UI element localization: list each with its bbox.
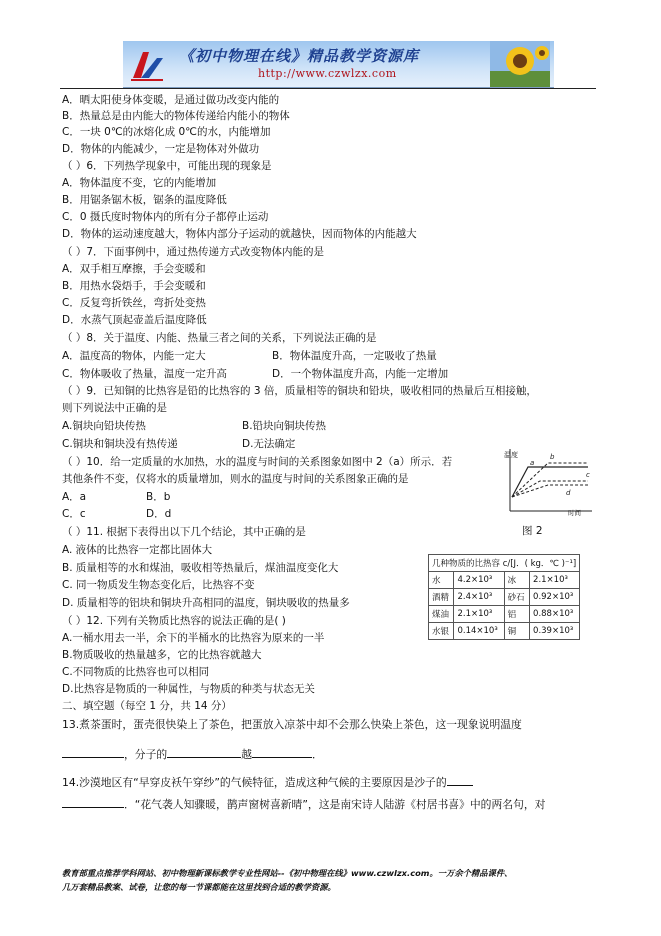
q14-blank-2[interactable]	[62, 796, 124, 808]
q12-option-b: B.物质吸收的热量越多，它的比热容就越大	[62, 649, 262, 661]
q7-stem: （ ）7．下面事例中，通过热传递方式改变物体内能的是	[62, 246, 325, 258]
q8-option-d: D．一个物体温度升高，内能一定增加	[272, 368, 449, 380]
graph-ylabel: 温度	[504, 451, 518, 459]
table-cell: 铜	[504, 623, 529, 640]
q7-option-a: A．双手相互摩擦，手会变暖和	[62, 263, 206, 275]
q9-stem: （ ）9．已知铜的比热容是铅的比热容的 3 倍，质量相等的铜块和铅块，吸收相同的热量后互相接触，	[62, 385, 537, 397]
q5-option-b: B．热量总是由内能大的物体传递给内能小的物体	[62, 110, 290, 122]
q13-blank-3[interactable]	[252, 746, 312, 758]
q9-stem-cont: 则下列说法中正确的是	[62, 402, 167, 414]
specific-heat-table	[428, 554, 580, 640]
curve-label-c: c	[586, 471, 590, 479]
table-cell: 0.14×10³	[454, 623, 504, 640]
q6-option-a: A．物体温度不变，它的内能增加	[62, 177, 217, 189]
table-row	[429, 572, 580, 589]
footer-line-2: 几万套精品教案、试卷，让您的每一节课都能在这里找到合适的教学资源。	[62, 882, 336, 892]
q9-option-a: A.铜块向铅块传热	[62, 420, 146, 432]
temperature-time-graph	[502, 445, 594, 517]
table-cell: 冰	[504, 572, 529, 589]
q8-option-b: B．物体温度升高，一定吸收了热量	[272, 350, 437, 362]
q12-option-c: C.不同物质的比热容也可以相同	[62, 666, 210, 678]
table-cell: 铝	[504, 606, 529, 623]
header-divider	[60, 88, 596, 89]
q8-option-a: A．温度高的物体，内能一定大	[62, 350, 206, 362]
curve-a	[512, 467, 588, 497]
table-row	[429, 589, 580, 606]
q9-option-d: D.无法确定	[242, 438, 296, 450]
banner-url: http://www.czwlzx.com	[258, 67, 397, 80]
q13-blank-2[interactable]	[167, 746, 241, 758]
sunflower-icon	[490, 41, 550, 87]
table-cell: 0.92×10³	[530, 589, 580, 606]
q9-option-c: C.铜块和铜块没有热传递	[62, 438, 178, 450]
table-row	[429, 623, 580, 640]
table-cell: 2.1×10³	[530, 572, 580, 589]
table-cell: 4.2×10³	[454, 572, 504, 589]
q14-cont: ．“花气袭人知骤暖，鹊声窗树喜新晴”，这是南宋诗人陆游《村居书喜》中的两名句，对	[124, 798, 546, 811]
figure-caption: 图 2	[522, 525, 543, 537]
q10-stem-cont: 其他条件不变，仅将水的质量增加，则水的温度与时间的关系图象正确的是	[62, 473, 409, 485]
graph-xlabel: 时间	[568, 509, 581, 517]
q13-text-2: 越	[241, 748, 252, 761]
footer-line-1: 教育部重点推荐学科网站、初中物理新课标教学专业性网站--《初中物理在线》www.czwlzx.com。一万余个精品课件、	[62, 868, 513, 878]
q12-stem: （ ）12. 下列有关物质比热容的说法正确的是( )	[62, 615, 286, 627]
q14-stem-line	[62, 774, 473, 790]
table-row	[429, 606, 580, 623]
table-cell: 0.88×10³	[530, 606, 580, 623]
header-banner	[123, 41, 554, 88]
q5-option-c: C．一块 0℃的冰熔化成 0℃的水，内能增加	[62, 126, 271, 138]
q6-option-d: D．物体的运动速度越大，物体内部分子运动的就越快，因而物体的内能越大	[62, 228, 417, 240]
q14-stem: 14.沙漠地区有“早穿皮袄午穿纱”的气候特征，造成这种气候的主要原因是沙子的	[62, 776, 447, 789]
q11-option-c: C. 同一物质发生物态变化后，比热容不变	[62, 579, 255, 591]
q11-stem: （ ）11. 根据下表得出以下几个结论，其中正确的是	[62, 526, 306, 538]
q11-option-a: A. 液体的比热容一定都比固体大	[62, 544, 213, 556]
table-cell: 2.4×10³	[454, 589, 504, 606]
q6-stem: （ ）6．下列热学现象中，可能出现的现象是	[62, 160, 272, 172]
curve-label-a: a	[530, 459, 535, 467]
q10-option-d: D．d	[146, 508, 172, 520]
q14-cont-line	[62, 796, 545, 812]
table-cell: 砂石	[504, 589, 529, 606]
q7-option-c: C．反复弯折铁丝，弯折处变热	[62, 297, 206, 309]
q12-option-a: A.一桶水用去一半，余下的半桶水的比热容为原来的一半	[62, 632, 325, 644]
q12-option-d: D.比热容是物质的一种属性，与物质的种类与状态无关	[62, 683, 315, 695]
q13-stem: 13.煮茶蛋时，蛋壳很快染上了茶色，把蛋放入凉茶中却不会那么快染上茶色，这一现象说明温度	[62, 718, 522, 731]
curve-label-d: d	[566, 489, 571, 497]
q10-option-c: C．c	[62, 508, 86, 520]
q7-option-b: B．用热水袋焐手，手会变暖和	[62, 280, 206, 292]
curve-label-b: b	[550, 453, 555, 461]
q6-option-b: B．用锯条锯木板，锯条的温度降低	[62, 194, 227, 206]
table-cell: 2.1×10³	[454, 606, 504, 623]
q11-option-b: B. 质量相等的水和煤油，吸收相等热量后，煤油温度变化大	[62, 562, 339, 574]
table-cell: 0.39×10³	[530, 623, 580, 640]
site-logo-icon	[127, 44, 167, 84]
q7-option-d: D．水蒸气顶起壶盖后温度降低	[62, 314, 207, 326]
q13-blank-1[interactable]	[62, 746, 124, 758]
q13-blanks-line: ，分子的 越 ．	[62, 746, 323, 762]
section-fill-in-heading: 二、填空题（每空 1 分，共 14 分）	[62, 700, 232, 712]
q8-stem: （ ）8．关于温度、内能、热量三者之间的关系，下列说法正确的是	[62, 332, 377, 344]
page-footer	[62, 866, 602, 894]
q14-blank-1[interactable]	[447, 774, 473, 786]
table-caption: 几种物质的比热容 c/[J．( kg．℃ )⁻¹]	[429, 555, 580, 572]
q5-option-d: D．物体的内能减少，一定是物体对外做功	[62, 143, 260, 155]
q10-option-b: B．b	[146, 491, 171, 503]
q13-text-1: ，分子的	[124, 748, 168, 761]
q10-stem: （ ）10．给一定质量的水加热，水的温度与时间的关系图象如图中 2（a）所示．若	[62, 456, 453, 468]
table-cell: 水	[429, 572, 454, 589]
banner-title: 《初中物理在线》精品教学资源库	[179, 47, 420, 65]
q6-option-c: C．0 摄氏度时物体内的所有分子都停止运动	[62, 211, 269, 223]
curve-c	[512, 481, 588, 497]
table-cell: 水银	[429, 623, 454, 640]
q5-option-a: A．晒太阳使身体变暖，是通过做功改变内能的	[62, 94, 280, 106]
q11-option-d: D. 质量相等的铝块和铜块升高相同的温度，铜块吸收的热量多	[62, 597, 350, 609]
table-cell: 煤油	[429, 606, 454, 623]
q10-option-a: A．a	[62, 491, 87, 503]
q9-option-b: B.铅块向铜块传热	[242, 420, 327, 432]
q8-option-c: C．物体吸收了热量，温度一定升高	[62, 368, 227, 380]
table-cell: 酒精	[429, 589, 454, 606]
curve-b	[512, 463, 588, 497]
